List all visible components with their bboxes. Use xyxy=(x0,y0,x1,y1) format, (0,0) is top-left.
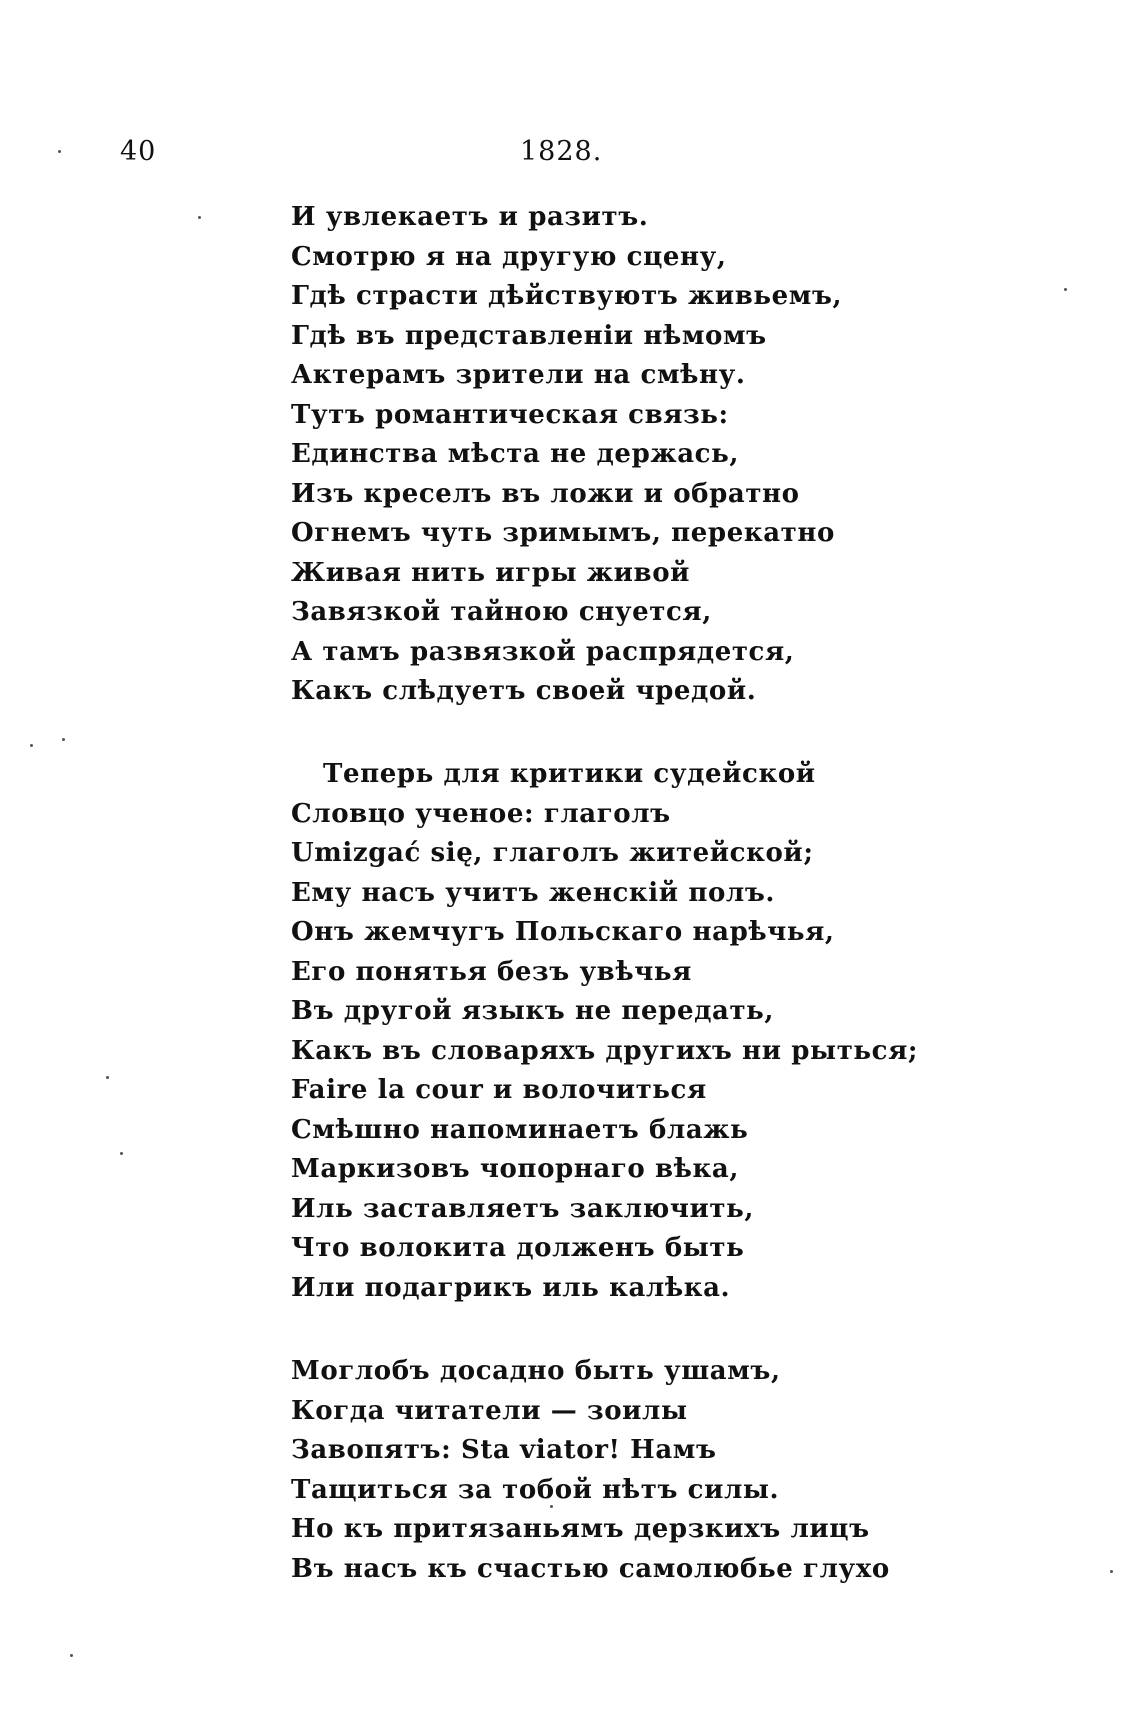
poem-line: Теперь для критики судейской xyxy=(323,759,816,789)
poem-line: Завопятъ: Sta viator! Намъ xyxy=(291,1435,717,1465)
poem-line: Когда читатели — зоилы xyxy=(291,1395,688,1426)
poem-line: Единства мѣста не держась, xyxy=(291,439,739,469)
poem-line: Какъ слѣдуетъ своей чредой. xyxy=(291,676,757,706)
poem-line: Или подагрикъ иль калѣка. xyxy=(291,1272,731,1303)
poem-stanza xyxy=(291,755,918,1308)
poem-line: Живая нить игры живой xyxy=(291,557,691,588)
poem-line: А тамъ развязкой распрядется, xyxy=(291,636,795,667)
poem-line: Umizgać się, глаголъ житейской; xyxy=(291,838,814,868)
poem-line: Какъ въ словаряхъ другихъ ни рыться; xyxy=(291,1035,919,1066)
page-header xyxy=(0,136,1140,176)
poem-stanza xyxy=(291,198,842,712)
running-head-year: 1828. xyxy=(520,136,603,167)
poem-line: Смотрю я на другую сцену, xyxy=(291,241,727,272)
poem-line: Огнемъ чуть зримымъ, перекатно xyxy=(291,518,835,548)
poem-line: Его понятья безъ увѣчья xyxy=(291,956,692,987)
scan-speck xyxy=(550,1505,553,1508)
scan-speck xyxy=(1064,288,1067,291)
poem-stanza xyxy=(291,1352,890,1589)
poem-line: Онъ жемчугъ Польскаго нарѣчья, xyxy=(291,917,835,947)
poem-line: Въ другой языкъ не передать, xyxy=(291,996,775,1026)
scan-speck xyxy=(198,216,201,219)
poem-line: Гдѣ въ представленіи нѣмомъ xyxy=(291,320,767,351)
scan-speck xyxy=(30,744,33,747)
scan-speck xyxy=(106,1076,109,1079)
poem-line: Гдѣ страсти дѣйствуютъ живьемъ, xyxy=(291,281,843,311)
poem-line: Смѣшно напоминаетъ блажь xyxy=(291,1114,749,1145)
poem-line: Тутъ романтическая связь: xyxy=(291,399,729,430)
poem-line: Словцо ученое: глаголъ xyxy=(291,798,671,829)
poem-line: Маркизовъ чопорнаго вѣка, xyxy=(291,1154,740,1184)
poem-line: Моглобъ досадно быть ушамъ, xyxy=(291,1356,781,1386)
poem-line: Но къ притязаньямъ дерзкихъ лицъ xyxy=(291,1514,870,1544)
scan-speck xyxy=(70,1654,73,1657)
poem-line: Ему насъ учитъ женскій полъ. xyxy=(291,877,776,908)
poem-line: Актерамъ зрители на смѣну. xyxy=(291,360,746,390)
scan-speck xyxy=(58,150,61,153)
poem-line: Изъ креселъ въ ложи и обратно xyxy=(291,478,800,509)
poem-line: Тащиться за тобой нѣтъ силы. xyxy=(291,1474,780,1505)
poem-line: Завязкой тайною снуется, xyxy=(291,597,712,627)
poem-line: Что волокита долженъ быть xyxy=(291,1233,745,1263)
poem-line: Въ насъ къ счастью самолюбье глухо xyxy=(291,1553,890,1584)
poem-line: Иль заставляетъ заключить, xyxy=(291,1193,755,1224)
scan-speck xyxy=(62,738,65,741)
scan-speck xyxy=(1110,1570,1113,1573)
scan-speck xyxy=(120,1152,123,1155)
poem-line: Faire la cour и волочиться xyxy=(291,1075,707,1105)
page-number: 40 xyxy=(120,136,157,167)
poem-line: И увлекаетъ и разитъ. xyxy=(291,202,649,232)
